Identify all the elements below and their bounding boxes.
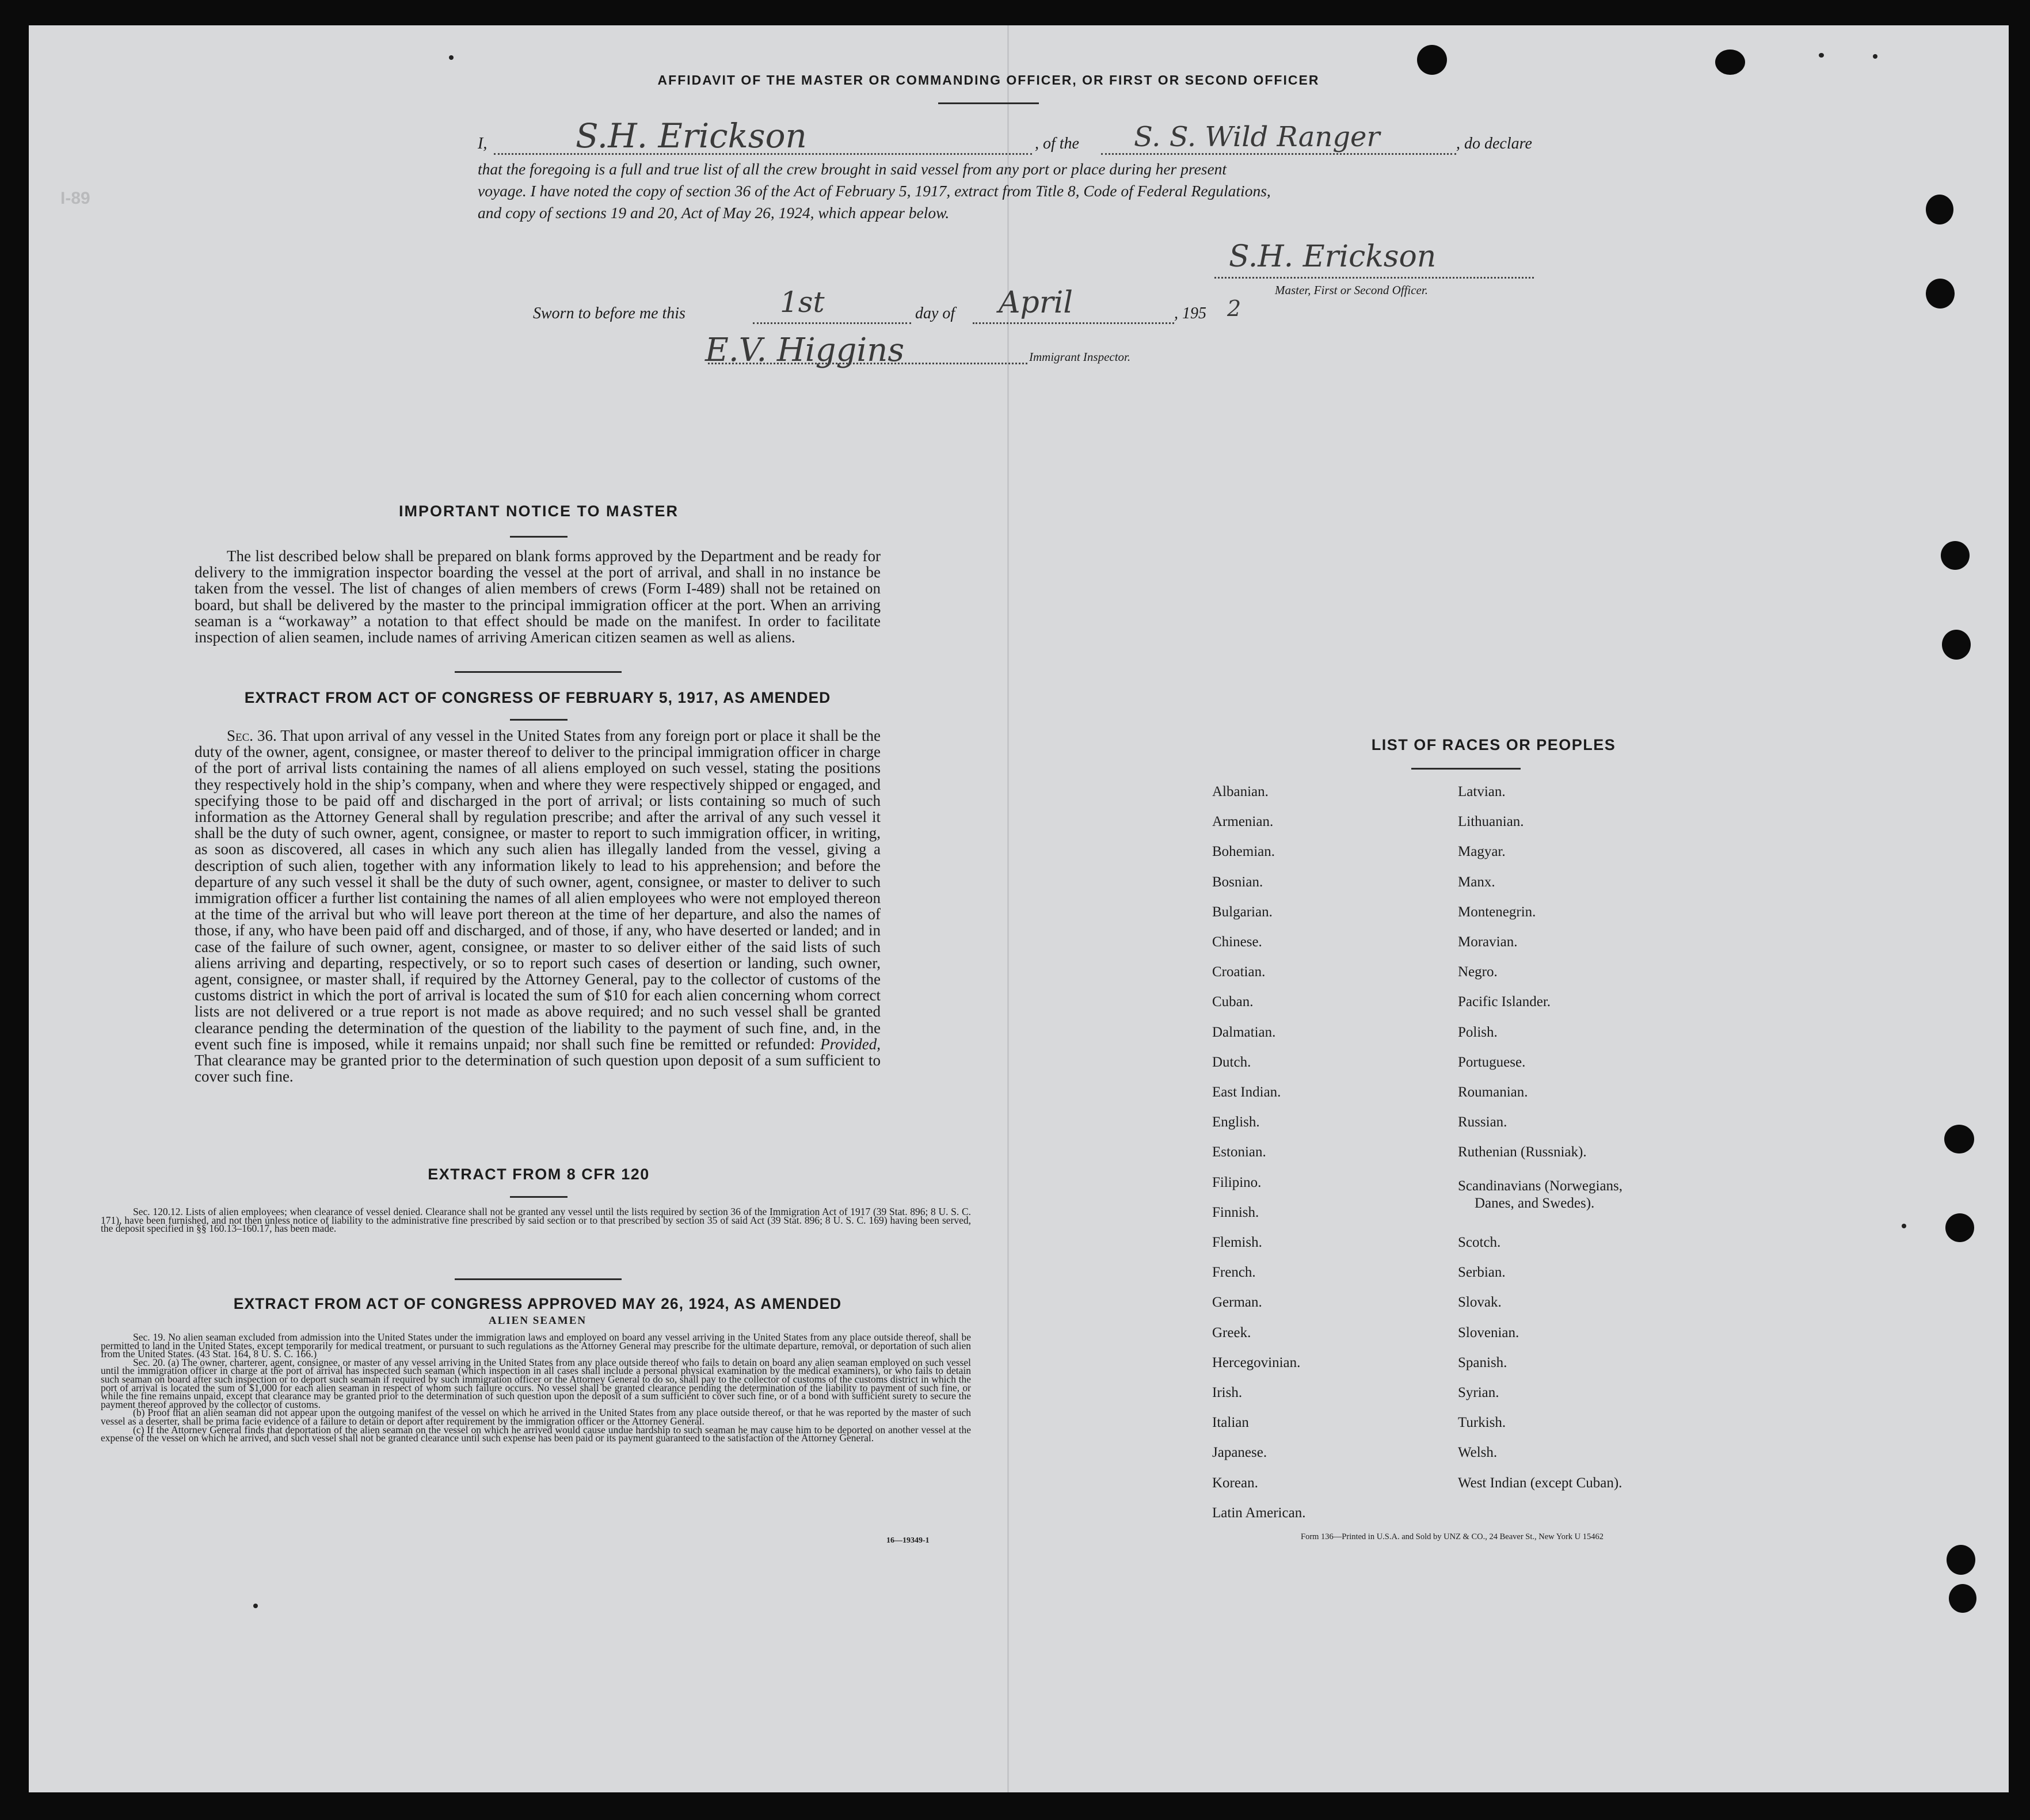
race-item: Albanian. [1212, 784, 1269, 799]
race-item: Scandinavians (Norwegians, [1458, 1178, 1623, 1194]
race-item: Manx. [1458, 874, 1495, 890]
punch-hole [1417, 45, 1447, 75]
race-item: Montenegrin. [1458, 904, 1536, 920]
race-item: Turkish. [1458, 1415, 1506, 1431]
race-item: Finnish. [1212, 1204, 1259, 1220]
speck [253, 1604, 258, 1608]
extract-1924-title: EXTRACT FROM ACT OF CONGRESS APPROVED MAY 26, 1924, AS AMENDED [233, 1295, 842, 1312]
race-item: Armenian. [1212, 814, 1274, 830]
affidavit-line-4: and copy of sections 19 and 20, Act of May 26, 1924, which appear below. [478, 204, 950, 222]
race-item: Latvian. [1458, 784, 1506, 799]
race-item: Syrian. [1458, 1385, 1499, 1400]
race-item: German. [1212, 1294, 1262, 1311]
extract-cfr-body: Sec. 120.12. Lists of alien employees; when clearance of vessel denied. Clearance shall not be granted any vessel until the lists required by section 36 of the Immigration Act of 1917 (39 Stat. 896; 8 U. S. C. 171), have been furnished, and not then unless notice of liability to the administrative fine prescribed by said section or to that prescribed by section 35 of said Act (39 Stat. 896; 8 U. S. C. 169) having been served, the deposit specified in §§ 160.13–160.17, has been made. [101, 1206, 971, 1235]
punch-hole [1926, 195, 1953, 224]
race-item: Polish. [1458, 1024, 1498, 1040]
affidavit-line-2: that the foregoing is a full and true list of all the crew brought in said vessel from any port or place during her present [478, 160, 1227, 178]
race-item: Portuguese. [1458, 1054, 1526, 1070]
inspector-line [708, 363, 1027, 364]
race-item: East Indian. [1212, 1084, 1281, 1100]
race-item: Serbian. [1458, 1265, 1506, 1281]
punch-hole [1945, 1213, 1974, 1242]
race-item: Greek. [1212, 1324, 1251, 1341]
race-item: Russian. [1458, 1114, 1507, 1130]
speck [1873, 54, 1877, 59]
day-handwritten: 1st [780, 285, 825, 319]
month-handwritten: April [999, 285, 1073, 320]
race-item: Bosnian. [1212, 874, 1263, 890]
race-item: Slovak. [1458, 1294, 1502, 1311]
sec-19-text: Sec. 19. No alien seaman excluded from admission into the United States under the immigration laws and employed on board any vessel arriving in the United States from any place outside thereof, shall be permitted to land in the United States, except temporarily for medical treatment, or pursuant to such regulations as the Attorney General may prescribe for the ultimate departure, removal, or deportation of such alien from the United States. (43 Stat. 164, 8 U. S. C. 166.) [101, 1331, 971, 1360]
master-signature-line [1214, 277, 1534, 279]
sworn-label: Sworn to before me this [533, 304, 685, 322]
race-item: Korean. [1212, 1475, 1258, 1491]
race-item: Dutch. [1212, 1054, 1251, 1070]
races-title-rule [1411, 768, 1521, 770]
section-divider-2 [455, 1278, 622, 1280]
race-item: Ruthenian (Russniak). [1458, 1144, 1587, 1160]
sec-20a-text: Sec. 20. (a) The owner, charterer, agent, consignee, or master of any vessel arriving in the United States from any place outside thereof who fails to detain on board any alien seaman employed on such vessel until the immigration officer in charge at the port of arrival has inspected such seaman (which inspection in all cases shall include a personal physical examination by the medical examiners), or who fails to detain such seaman on board after such inspection or to deport such seaman if required by such immigration officer or the Attorney General to do so, shall pay to the collector of customs of the customs district in which the port of arrival is located the sum of $1,000 for each alien seaman in respect of whom such failure occurs. No vessel shall be granted clearance pending the determination of the liability to payment of such fine, or while the fine remains unpaid, except that clearance may be granted prior to the determination of such question upon the deposit of a sum sufficient to cover such fine, or of a bond with sufficient surety to secure the payment thereof approved by the collector of customs. [101, 1356, 971, 1410]
inspector-signature: E.V. Higgins [705, 332, 905, 369]
day-of-label: day of [915, 304, 955, 322]
race-item: Latin American. [1212, 1505, 1306, 1521]
form-number: 16—19349-1 [886, 1536, 930, 1545]
race-item: Chinese. [1212, 934, 1262, 950]
master-signature-caption: Master, First or Second Officer. [1275, 283, 1428, 297]
extract-cfr-title-rule [510, 1196, 568, 1198]
extract-cfr-title: EXTRACT FROM 8 CFR 120 [428, 1166, 650, 1183]
race-item: Cuban. [1212, 994, 1254, 1010]
year-prefix: , 195 [1174, 304, 1206, 322]
race-item: Bohemian. [1212, 844, 1275, 860]
race-item: Filipino. [1212, 1174, 1262, 1190]
punch-hole [1944, 1125, 1974, 1153]
punch-hole [1942, 630, 1971, 660]
race-item: Roumanian. [1458, 1084, 1528, 1100]
punch-hole [1947, 1545, 1975, 1575]
extract-1917-title: EXTRACT FROM ACT OF CONGRESS OF FEBRUARY 5, 1917, AS AMENDED [244, 689, 831, 706]
race-item: Irish. [1212, 1385, 1243, 1400]
race-item: Moravian. [1458, 934, 1518, 950]
race-item: Pacific Islander. [1458, 994, 1551, 1010]
extract-1924-body [101, 1333, 971, 1442]
vessel-name-line [1101, 153, 1456, 155]
section-divider-1 [455, 671, 622, 673]
race-item: Danes, and Swedes). [1475, 1195, 1595, 1211]
notice-title-rule [510, 536, 568, 538]
sec-20b-text: (b) Proof that an alien seaman did not appear upon the outgoing manifest of the vessel on which he arrived in the United States from any place outside thereof, or that he was reported by the master of such vessel as a deserter, shall be prima facie evidence of a failure to detain or deport after requirement by the immigration officer or the Attorney General. [101, 1407, 971, 1427]
notice-title: IMPORTANT NOTICE TO MASTER [399, 502, 679, 520]
provided-text: That clearance may be granted prior to the determination of such question upon deposit of a sum sufficient to cover such fine. [195, 1052, 881, 1086]
race-item: Bulgarian. [1212, 904, 1273, 920]
race-item: West Indian (except Cuban). [1458, 1475, 1623, 1491]
i-label: I, [478, 135, 487, 153]
sec-20c-text: (c) If the Attorney General finds that deportation of the alien seaman on the vessel on which he arrived would cause undue hardship to such seaman he may cause him to be deported on another vessel at the expense of the vessel on which he arrived, and such vessel shall not be granted clearance until such expense has been paid or its payment guaranteed to the satisfaction of the Attorney General. [101, 1423, 971, 1444]
officer-name-handwritten: S.H. Erickson [576, 116, 807, 155]
of-the-label: , of the [1035, 135, 1079, 153]
notice-body: The list described below shall be prepared on blank forms approved by the Department and be ready for delivery to the immigration inspector boarding the vessel at the port of arrival, and shall in no instance be taken from the vessel. The list of changes of alien members of crews (Form I-489) shall not be retained on board, but shall be delivered by the master to the principal immigration officer at the port. When an arriving seaman is a “workaway” a notation to that effect should be made on the manifest. In order to facilitate inspection of alien seamen, include names of arriving American citizen seamen as well as aliens. [195, 547, 881, 646]
extract-1917-body [195, 728, 881, 1084]
punch-hole [1941, 541, 1970, 570]
race-item: Welsh. [1458, 1445, 1498, 1461]
vessel-name-handwritten: S. S. Wild Ranger [1134, 121, 1380, 153]
punch-hole [1926, 279, 1955, 309]
race-item: Lithuanian. [1458, 814, 1524, 830]
race-item: Spanish. [1458, 1354, 1507, 1370]
race-item: Slovenian. [1458, 1324, 1519, 1341]
race-item: Scotch. [1458, 1235, 1501, 1250]
speck [1819, 53, 1824, 58]
inspector-caption: Immigrant Inspector. [1029, 350, 1131, 364]
race-item: Croatian. [1212, 964, 1266, 980]
affidavit-line-3: voyage. I have noted the copy of section 36 of the Act of February 5, 1917, extract from Title 8, Code of Federal Regulations, [478, 182, 1271, 200]
race-item: French. [1212, 1265, 1256, 1281]
race-item: Negro. [1458, 964, 1498, 980]
race-item: Flemish. [1212, 1235, 1262, 1250]
sec-36-text: That upon arrival of any vessel in the United States from any foreign port or place it shall be the duty of the owner, agent, consignee, or master thereof to deliver to the principal immigration officer in charge of the port of arrival lists containing the names of all aliens employed on such vessel, stating the positions they respectively hold in the ship’s company, when and where they were respectively shipped or engaged, and specifying those to be paid off and discharged in the port of arrival; or lists containing so much of such information as the Attorney General shall by regulation prescribe; and after the arrival of any such vessel it shall be the duty of such owner, agent, consignee, or master to report to such immigration officer, in writing, as soon as discovered, all cases in which any such alien has illegally landed from the vessel, giving a description of such alien, together with any information likely to lead to his apprehension; and before the departure of any such vessel it shall be the duty of such owner, agent, consignee, or master to deliver to such immigration officer a further list containing the names of all alien employees who were not employed thereon at the time of the arrival but who will leave port thereon at the time of her departure, and also the names of those, if any, who have been paid off and discharged, and of those, if any, who have deserted or landed; and in case of the failure of such owner, agent, consignee, or master to so deliver either of the said lists of such aliens arriving and departing, respectively, or so to report such cases of desertion or landing, such owner, agent, consignee, or master shall, if required by the Attorney General, pay to the collector of customs of the customs district in which the port of arrival is located the sum of $10 for each alien concerning whom correct lists are not delivered or a true report is not made as above required; and no such vessel shall be granted clearance pending the determination of the question of the liability to the payment of such fine, and, in the event such fine is imposed, while it remains unpaid; nor shall such fine be remitted or refunded: [195, 727, 881, 1053]
master-signature: S.H. Erickson [1229, 239, 1437, 274]
document-sheet [29, 25, 2009, 1792]
day-line [753, 322, 911, 324]
provided-label: Provided, [820, 1035, 881, 1053]
speck [449, 55, 454, 60]
race-item: Hercegovinian. [1212, 1354, 1301, 1370]
race-item: Japanese. [1212, 1445, 1267, 1461]
extract-1924-subtitle: ALIEN SEAMEN [488, 1315, 587, 1327]
races-title: LIST OF RACES OR PEOPLES [1371, 736, 1616, 753]
race-item: Magyar. [1458, 844, 1506, 860]
affidavit-title: AFFIDAVIT OF THE MASTER OR COMMANDING OFFICER, OR FIRST OR SECOND OFFICER [657, 73, 1320, 87]
year-handwritten: 2 [1227, 296, 1241, 321]
do-declare-label: , do declare [1456, 135, 1532, 153]
printer-footer: Form 136—Printed in U.S.A. and Sold by UNZ & CO., 24 Beaver St., New York U 15462 [1301, 1532, 1604, 1541]
punch-hole [1949, 1584, 1976, 1613]
sec-36-label: Sec. 36. [227, 727, 277, 744]
month-line [973, 322, 1174, 324]
punch-hole [1715, 50, 1745, 75]
race-item: English. [1212, 1114, 1260, 1130]
race-item: Estonian. [1212, 1144, 1266, 1160]
affidavit-title-rule [938, 102, 1039, 104]
speck [1902, 1224, 1906, 1228]
extract-1917-title-rule [510, 719, 568, 721]
race-item: Italian [1212, 1415, 1249, 1431]
margin-mark: I-89 [60, 189, 90, 208]
race-item: Dalmatian. [1212, 1024, 1276, 1040]
